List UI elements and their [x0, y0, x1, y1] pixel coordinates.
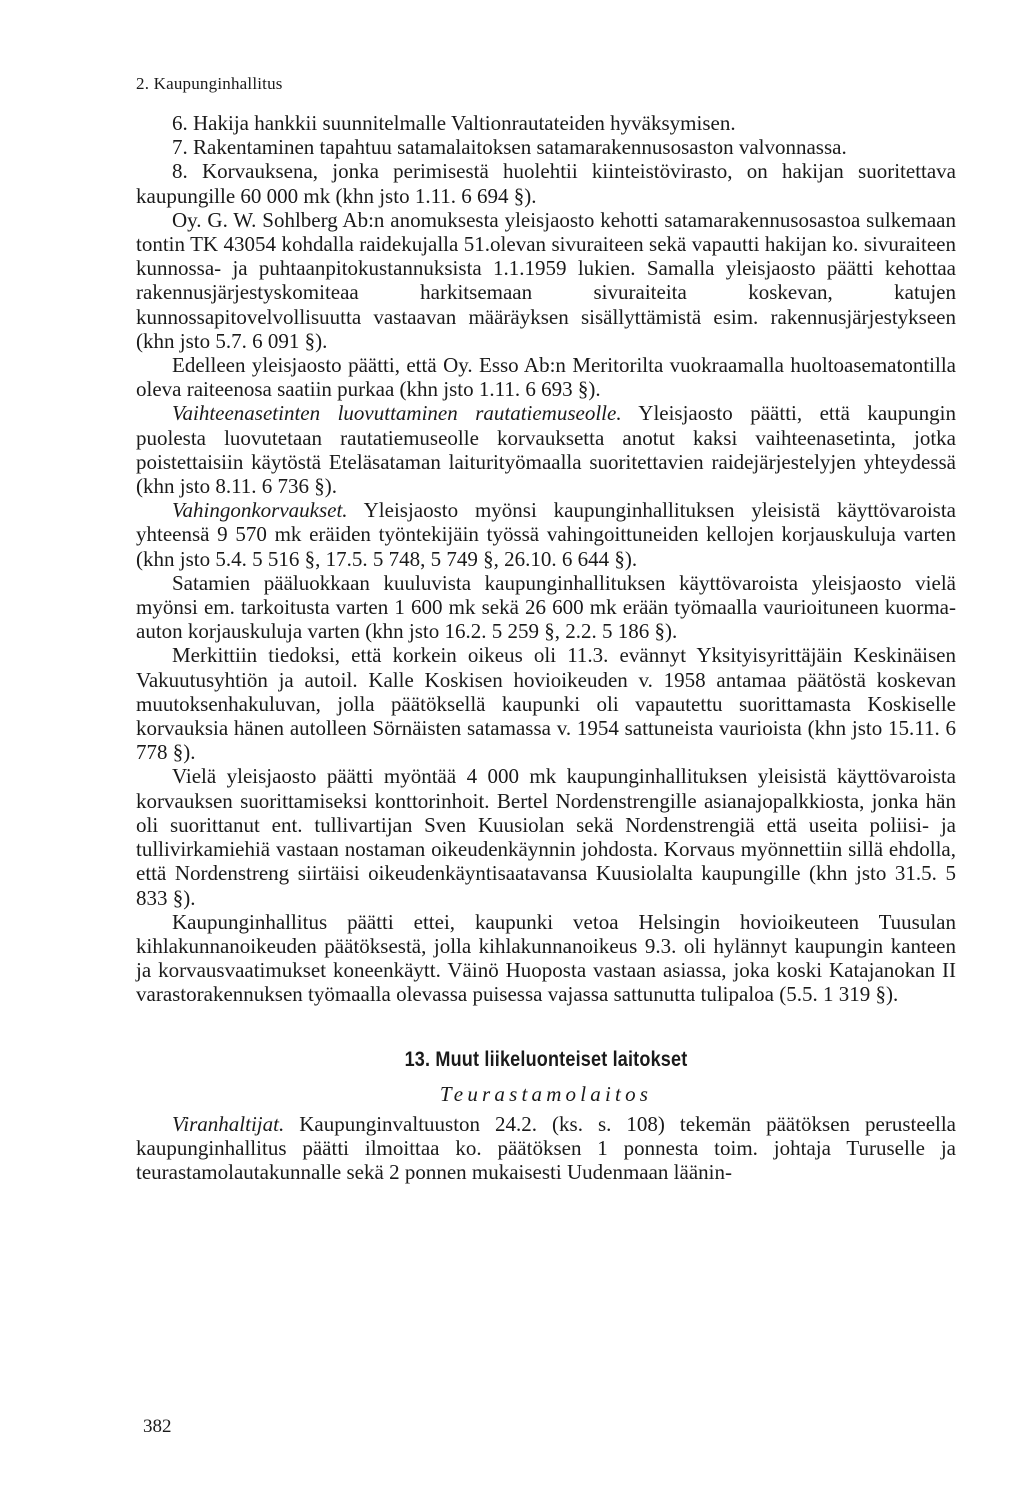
paragraph-vahingonkorvaukset: [136, 498, 956, 571]
run-in-heading: Vaihteenasetinten luovuttaminen rautatiemuseolle.: [172, 401, 622, 426]
paragraph-text: Yleisjaosto myönsi kaupunginhallituksen yleisistä käyttövaroista yhteensä 9 570 mk eräiden työntekijäin työssä vahingoittuneiden kellojen korjauskuluja varten (khn jsto 5.4. 5 516 §, 17.5. 5 748, 5 749 §, 26.10. 6 644 §).: [136, 498, 956, 571]
paragraph-satamien: [136, 571, 956, 644]
paragraph-nordenstreng: [136, 764, 956, 909]
paragraph-sohlberg: [136, 208, 956, 353]
paragraph-text: Oy. G. W. Sohlberg Ab:n anomuksesta yleisjaosto kehotti satamarakennusosastoa sulkemaan tontin TK 43054 kohdalla raidekujalla 51.olevan sivuraiteen sekä vapautti hakijan ko. sivuraiteen kunnossa- ja puhtaanpitokustannuksista 1.1.1959 lukien. Samalla yleisjaosto päätti kehottaa rakennusjärjestyskomiteaa harkitsemaan sivuraiteita koskevan, katujen kunnossapitovelvollisuutta vastaavan määräyksen sisällyttämistä esim. rakennusjärjestykseen (khn jsto 5.7. 6 091 §).: [136, 207, 956, 353]
list-item-7: 7. Rakentaminen tapahtuu satamalaitoksen satamarakennusosaston valvonnassa.: [172, 135, 847, 160]
list-item-8: 8. Korvauksena, jonka perimisestä huolehtii kiinteistövirasto, on hakijan suoritettava kaupungille 60 000 mk (khn jsto 1.11. 6 694 §).: [136, 159, 956, 208]
section-heading: 13. Muut liikeluonteiset laitokset: [404, 1047, 688, 1071]
paragraph-text: Edelleen yleisjaosto päätti, että Oy. Esso Ab:n Meritorilta vuokraamalla huoltoasematontilla oleva raiteenosa saatiin purkaa (khn jsto 1.11. 6 693 §).: [136, 353, 956, 402]
paragraph-text: Vielä yleisjaosto päätti myöntää 4 000 mk kaupunginhallituksen yleisistä käyttövaroista korvauksen suorittamiseksi konttorinhoit. Bertel Nordenstrengille asianajopalkkiosta, jonka hän oli suorittanut ent. tullivartijan Sven Kuusiolan sekä Nordenstrengiä että useita poliisi- ja tullivirkamiehiä vastaan nostaman oikeudenkäynnin johdosta. Korvaus myönnettiin sillä ehdolla, että Nordenstreng siirtäisi oikeudenkäyntisaatavansa Kuusiolalta kaupungille (khn jsto 31.5. 5 833 §).: [136, 764, 956, 910]
section-subheading: Teurastamolaitos: [439, 1081, 653, 1106]
run-in-heading: Vahingonkorvaukset.: [172, 498, 348, 523]
paragraph-text: Kaupunginhallitus päätti ettei, kaupunki vetoa Helsingin hovioikeuteen Tuusulan kihlakunnanoikeuden päätöksestä, jolla kihlakunnanoikeus 9.3. oli hylännyt kaupungin kanteen ja korvausvaatimukset koneenkäytt. Väinö Huoposta vastaan asiassa, joka koski Katajanokan II varastorakennuksen työmaalla olevassa puisessa vajassa sattunutta tulipaloa (5.5. 1 319 §).: [136, 909, 956, 1007]
page-number: 382: [143, 1416, 172, 1437]
paragraph-text: Kaupunginvaltuuston 24.2. (ks. s. 108) tekemän päätöksen perusteella kaupunginhallitus päätti ilmoittaa ko. päätöksen 1 ponnesta toim. johtaja Turuselle ja teurastamolautakunnalle sekä 2 ponnen mukaisesti Uudenmaan läänin-: [136, 1111, 956, 1185]
run-in-heading: Viranhaltijat.: [172, 1111, 285, 1136]
paragraph-korkein-oikeus: [136, 643, 956, 764]
list-item-6: 6. Hakija hankkii suunnitelmalle Valtionrautateiden hyväksymisen.: [172, 111, 736, 135]
paragraph-text: Merkittiin tiedoksi, että korkein oikeus oli 11.3. evännyt Yksityisyrittäjäin Keskinäisen Vakuutusyhtiön ja autoil. Kalle Koskisen hovioikeuden v. 1958 antamaa päätöstä koskevan muutoksenhakuluvan, jolla päätöksellä kaupunki oli vapautettu suorittamasta Koskiselle korvauksia hänen autolleen Sörnäisten satamassa v. 1954 sattuneista vaurioista (khn jsto 15.11. 6 778 §).: [136, 643, 956, 765]
running-head: 2. Kaupunginhallitus: [136, 74, 283, 93]
text-column: [136, 111, 956, 1185]
paragraph-hovioikeus: [136, 910, 956, 1007]
paragraph-viranhaltijat: [136, 1112, 956, 1185]
paragraph-text: Yleisjaosto päätti, että kaupungin puolesta luovutetaan rautatiemuseolle korvauksetta anotut kaksi vaihteenasetinta, jotka poistettaisiin käytöstä Eteläsataman laiturityömaalla suoritettavien raidejärjestelyjen yhteydessä (khn jsto 8.11. 6 736 §).: [136, 401, 956, 499]
paragraph-esso: [136, 353, 956, 401]
paragraph-text: Satamien pääluokkaan kuuluvista kaupunginhallituksen käyttövaroista yleisjaosto vielä myönsi em. tarkoitusta varten 1 600 mk sekä 26 600 mk erään työmaalla vaurioituneen kuorma-auton korjauskuluja varten (khn jsto 16.2. 5 259 §, 2.2. 5 186 §).: [136, 570, 956, 644]
paragraph-vaihteenasetinten: [136, 401, 956, 498]
